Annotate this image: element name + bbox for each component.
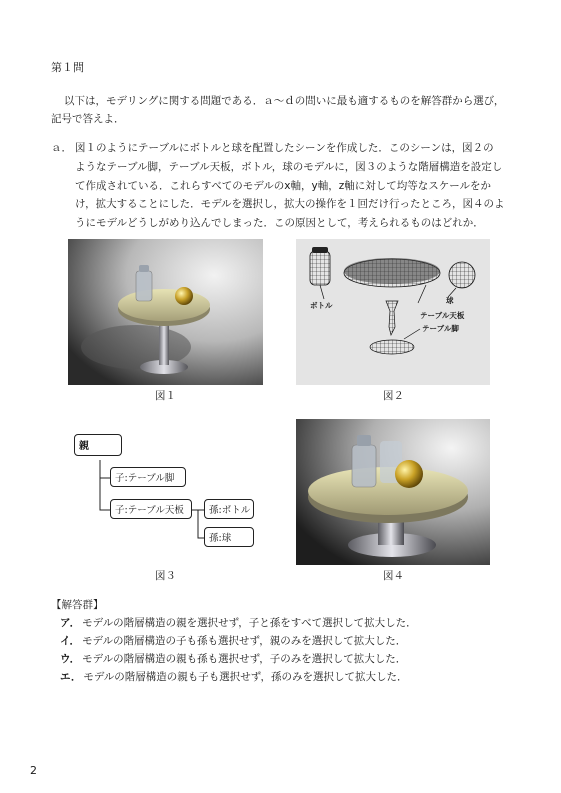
hierarchy-node-grand-bottle: 孫:ボトル (204, 499, 254, 519)
figure-2-caption: 図２ (383, 390, 404, 402)
question-a-line-4: け，拡大することにした．モデルを選択し，拡大の操作を１回だけ行ったところ，図４のよ (75, 198, 505, 210)
hierarchy-node-parent: 親 (74, 434, 122, 456)
hierarchy-node-grand-ball: 孫:球 (204, 527, 254, 547)
answer-choice (60, 668, 407, 687)
fig2-label-top: テーブル天板 (420, 311, 465, 320)
question-heading: 第１問 (51, 61, 84, 74)
figure-4-render (296, 419, 490, 565)
hierarchy-node-child-leg: 子:テーブル脚 (110, 467, 186, 487)
question-a-line-1: 図１のようにテーブルにボトルと球を配置したシーンを作成した．このシーンは，図２の (75, 142, 494, 154)
answer-choice (60, 614, 417, 633)
fig2-label-ball: 球 (446, 296, 454, 305)
fig2-label-bottle: ボトル (310, 301, 333, 310)
answer-text: モデルの階層構造の子も孫も選択せず，親のみを選択して拡大した． (82, 635, 407, 647)
intro-line-2: 記号で答えよ． (51, 113, 125, 125)
answers-header: 【解答群】 (51, 599, 104, 611)
question-a-label: ａ． (51, 142, 72, 154)
answer-mark: イ． (60, 635, 81, 647)
question-a-line-3: て作成されている．これらすべてのモデルのx軸，y軸，z軸に対して均等なスケールをか (75, 180, 491, 192)
question-a-line-5: うにモデルどうしがめり込んでしまった．この原因として，考えられるものはどれか． (75, 217, 484, 229)
figure-2-wireframe (296, 239, 490, 385)
intro-line-1: 以下は，モデリングに関する問題である．ａ～ｄの問いに最も適するものを解答群から選び， (64, 95, 505, 107)
figure-1-caption: 図１ (155, 390, 176, 402)
figure-3-hierarchy (70, 430, 280, 560)
answer-choice (60, 650, 406, 669)
figure-4-caption: 図４ (383, 570, 404, 582)
question-a-line-2: ようなテーブル脚，テーブル天板，ボトル，球のモデルに，図３のような階層構造を設定し (75, 161, 503, 173)
hierarchy-node-child-top: 子:テーブル天板 (110, 499, 192, 519)
figure-3-caption: 図３ (155, 570, 176, 582)
answer-text: モデルの階層構造の親も孫も選択せず，子のみを選択して拡大した． (82, 653, 407, 665)
answer-mark: ウ． (60, 653, 81, 665)
answer-choice (60, 632, 406, 651)
answer-text: モデルの階層構造の親を選択せず，子と孫をすべて選択して拡大した． (82, 617, 417, 629)
fig2-label-leg: テーブル脚 (422, 324, 459, 333)
page-number: 2 (30, 764, 37, 777)
answer-text: モデルの階層構造の親も子も選択せず，孫のみを選択して拡大した． (83, 671, 408, 683)
answer-mark: ア． (60, 617, 81, 629)
answer-mark: エ． (60, 671, 82, 683)
figure-1-render (68, 239, 263, 385)
